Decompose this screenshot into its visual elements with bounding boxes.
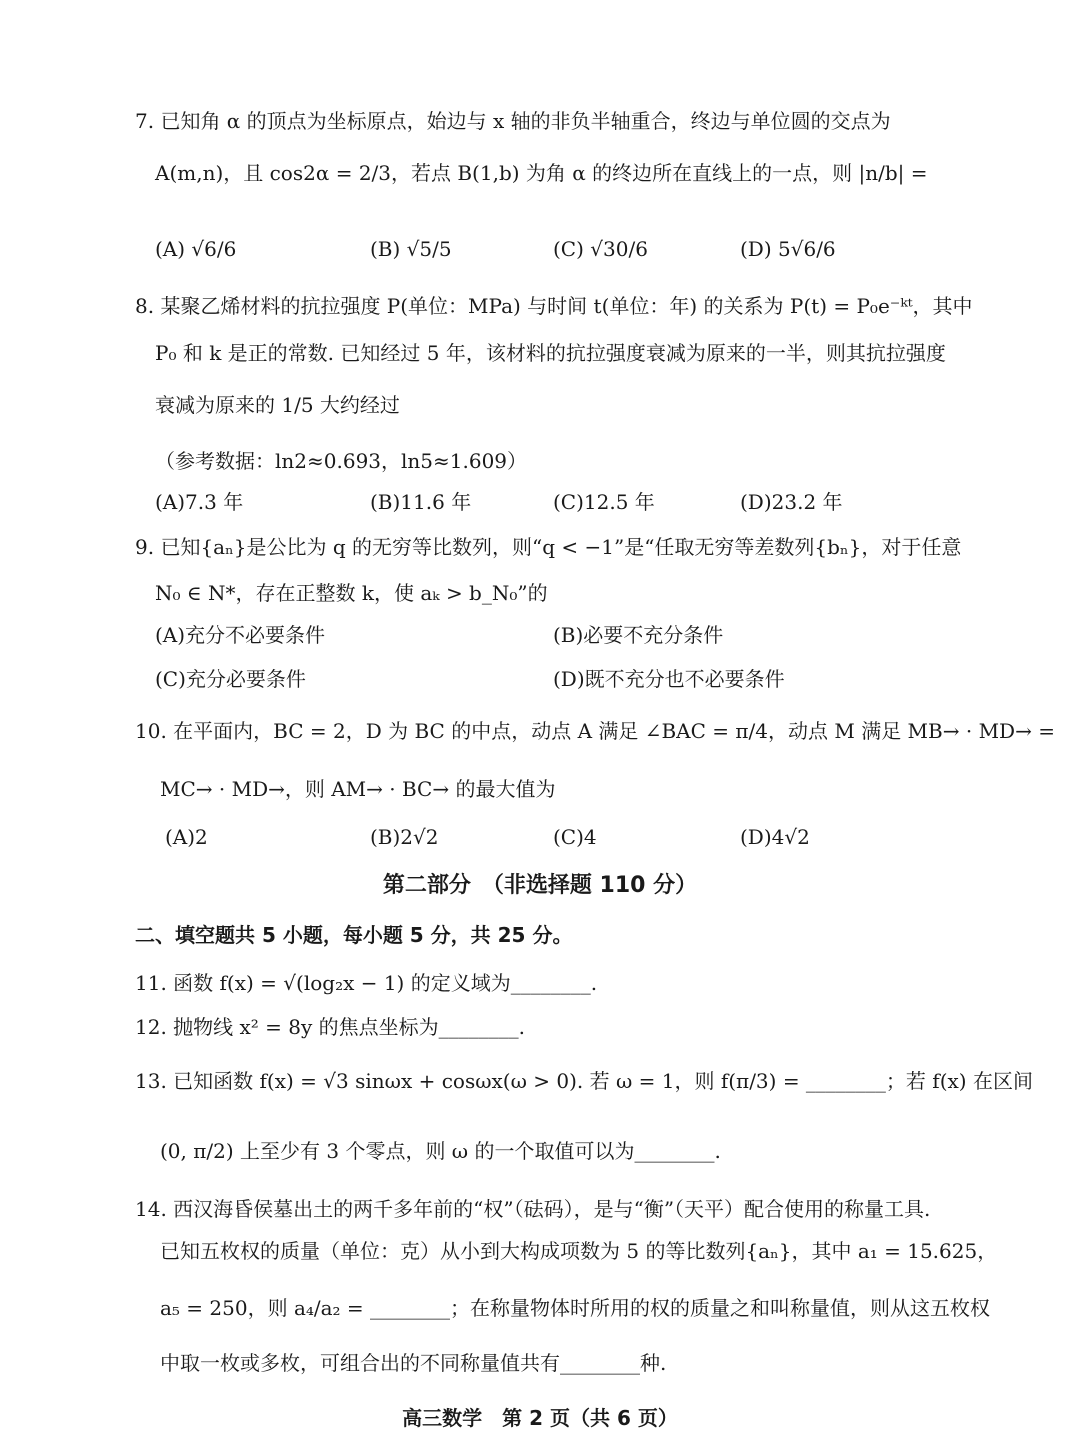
q8-line-3: 衰减为原来的 1/5 大约经过 — [155, 393, 400, 417]
q9-option-d: (D)既不充分也不必要条件 — [553, 667, 785, 691]
q10-option-b: (B)2√2 — [370, 825, 439, 849]
q9-line-2: N₀ ∈ N*，存在正整数 k，使 aₖ > b_N₀”的 — [155, 581, 548, 605]
q10-line-1: 10. 在平面内，BC = 2，D 为 BC 的中点，动点 A 满足 ∠BAC = π/4，动点 M 满足 MB→ · MD→ = — [135, 719, 1055, 743]
page-footer: 高三数学 第 2 页（共 6 页） — [402, 1406, 678, 1430]
q7-line-1: 7. 已知角 α 的顶点为坐标原点，始边与 x 轴的非负半轴重合，终边与单位圆的交点为 — [135, 109, 891, 133]
q10-line-2: MC→ · MD→，则 AM→ · BC→ 的最大值为 — [160, 777, 556, 801]
q13-line-1: 13. 已知函数 f(x) = √3 sinωx + cosωx(ω > 0). 若 ω = 1，则 f(π/3) = ________；若 f(x) 在区间 — [135, 1069, 1033, 1093]
q7-line-2: A(m,n)，且 cos2α = 2/3，若点 B(1,b) 为角 α 的终边所在直线上的一点，则 |n/b| = — [155, 161, 928, 185]
q8-option-c: (C)12.5 年 — [553, 490, 655, 514]
q11-text: 11. 函数 f(x) = √(log₂x − 1) 的定义域为________. — [135, 971, 598, 995]
part-two-heading: 第二部分 （非选择题 110 分） — [382, 873, 698, 898]
q7-option-b: (B) √5/5 — [370, 237, 452, 261]
q7-option-a: (A) √6/6 — [155, 237, 237, 261]
fill-in-section-heading: 二、填空题共 5 小题，每小题 5 分，共 25 分。 — [135, 923, 573, 947]
q8-line-2: P₀ 和 k 是正的常数. 已知经过 5 年，该材料的抗拉强度衰减为原来的一半，则其抗拉强度 — [155, 341, 946, 365]
q9-option-c: (C)充分必要条件 — [155, 667, 306, 691]
q14-line-4: 中取一枚或多枚，可组合出的不同称量值共有________种. — [160, 1351, 667, 1375]
q7-option-c: (C) √30/6 — [553, 237, 648, 261]
q14-line-2: 已知五枚权的质量（单位：克）从小到大构成项数为 5 的等比数列{aₙ}，其中 a₁ = 15.625， — [160, 1239, 998, 1263]
q12-text: 12. 抛物线 x² = 8y 的焦点坐标为________. — [135, 1015, 526, 1039]
q9-option-a: (A)充分不必要条件 — [155, 623, 326, 647]
q10-option-d: (D)4√2 — [740, 825, 810, 849]
q14-line-3: a₅ = 250，则 a₄/a₂ = ________；在称量物体时所用的权的质量之和叫称量值，则从这五枚权 — [160, 1296, 991, 1320]
q13-line-2: (0, π/2) 上至少有 3 个零点，则 ω 的一个取值可以为________. — [160, 1139, 721, 1163]
q8-option-d: (D)23.2 年 — [740, 490, 843, 514]
q8-option-a: (A)7.3 年 — [155, 490, 244, 514]
q14-line-1: 14. 西汉海昏侯墓出土的两千多年前的“权”（砝码），是与“衡”（天平）配合使用的称量工具. — [135, 1197, 931, 1221]
q9-line-1: 9. 已知{aₙ}是公比为 q 的无穷等比数列，则“q < −1”是“任取无穷等差数列{bₙ}，对于任意 — [135, 535, 962, 559]
q10-option-a: (A)2 — [165, 825, 208, 849]
q7-option-d: (D) 5√6/6 — [740, 237, 836, 261]
q8-reference-data: （参考数据：ln2≈0.693，ln5≈1.609） — [155, 449, 528, 473]
q10-option-c: (C)4 — [553, 825, 597, 849]
q8-line-1: 8. 某聚乙烯材料的抗拉强度 P(单位：MPa) 与时间 t(单位：年) 的关系为 P(t) = P₀e⁻ᵏᵗ，其中 — [135, 294, 973, 318]
q8-option-b: (B)11.6 年 — [370, 490, 472, 514]
q9-option-b: (B)必要不充分条件 — [553, 623, 724, 647]
